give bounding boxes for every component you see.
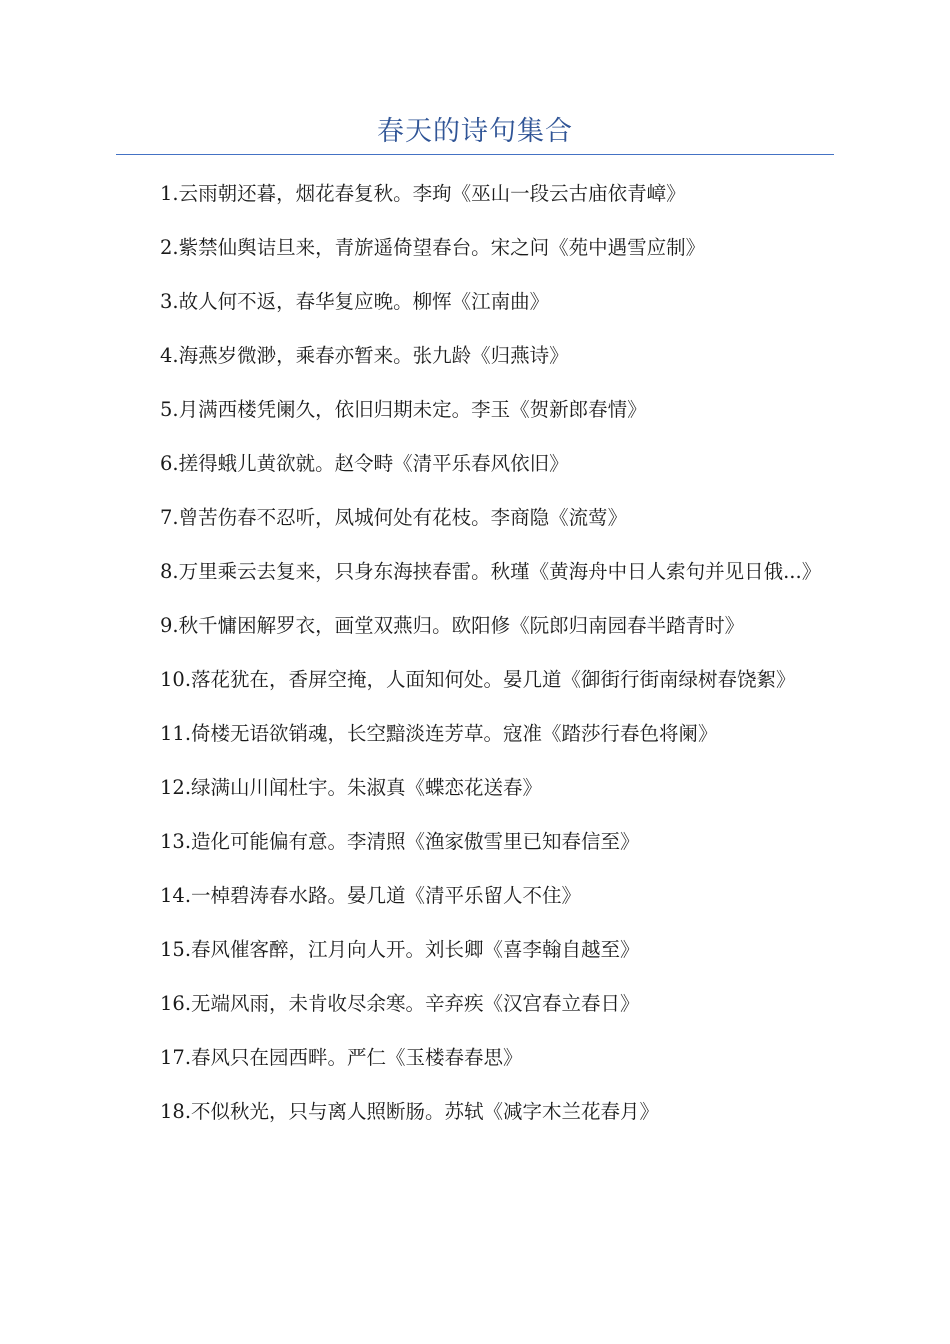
list-item: 6.搓得蛾儿黄欲就。赵令畤《清平乐春风依旧》 xyxy=(160,452,569,475)
title-underline xyxy=(116,154,834,155)
list-item: 12.绿满山川闻杜宇。朱淑真《蝶恋花送春》 xyxy=(160,776,543,799)
list-item: 15.春风催客醉，江月向人开。刘长卿《喜李翰自越至》 xyxy=(160,938,640,961)
list-item: 3.故人何不返，春华复应晚。柳恽《江南曲》 xyxy=(160,290,550,313)
list-item: 17.春风只在园西畔。严仁《玉楼春春思》 xyxy=(160,1046,523,1069)
poem-list xyxy=(116,176,834,1148)
list-item: 18.不似秋光，只与离人照断肠。苏轼《减字木兰花春月》 xyxy=(160,1100,660,1123)
list-item: 8.万里乘云去复来，只身东海挟春雷。秋瑾《黄海舟中日人索句并见日俄...》 xyxy=(160,560,822,583)
list-item: 7.曾苦伤春不忍听，凤城何处有花枝。李商隐《流莺》 xyxy=(160,506,628,529)
list-item: 16.无端风雨，未肯收尽余寒。辛弃疾《汉宫春立春日》 xyxy=(160,992,640,1015)
list-item: 10.落花犹在，香屏空掩，人面知何处。晏几道《御街行街南绿树春饶絮》 xyxy=(160,668,796,691)
list-item: 2.紫禁仙舆诘旦来，青旂遥倚望春台。宋之问《苑中遇雪应制》 xyxy=(160,236,706,259)
list-item: 14.一棹碧涛春水路。晏几道《清平乐留人不住》 xyxy=(160,884,582,907)
list-item: 9.秋千慵困解罗衣，画堂双燕归。欧阳修《阮郎归南园春半踏青时》 xyxy=(160,614,745,637)
list-item: 4.海燕岁微渺，乘春亦暂来。张九龄《归燕诗》 xyxy=(160,344,569,367)
list-item: 13.造化可能偏有意。李清照《渔家傲雪里已知春信至》 xyxy=(160,830,640,853)
list-item: 1.云雨朝还暮，烟花春复秋。李珣《巫山一段云古庙依青嶂》 xyxy=(160,182,686,205)
list-item: 5.月满西楼凭阑久，依旧归期未定。李玉《贺新郎春情》 xyxy=(160,398,647,421)
document-title: 春天的诗句集合 xyxy=(377,116,573,147)
list-item: 11.倚楼无语欲销魂，长空黯淡连芳草。寇准《踏莎行春色将阑》 xyxy=(160,722,718,745)
